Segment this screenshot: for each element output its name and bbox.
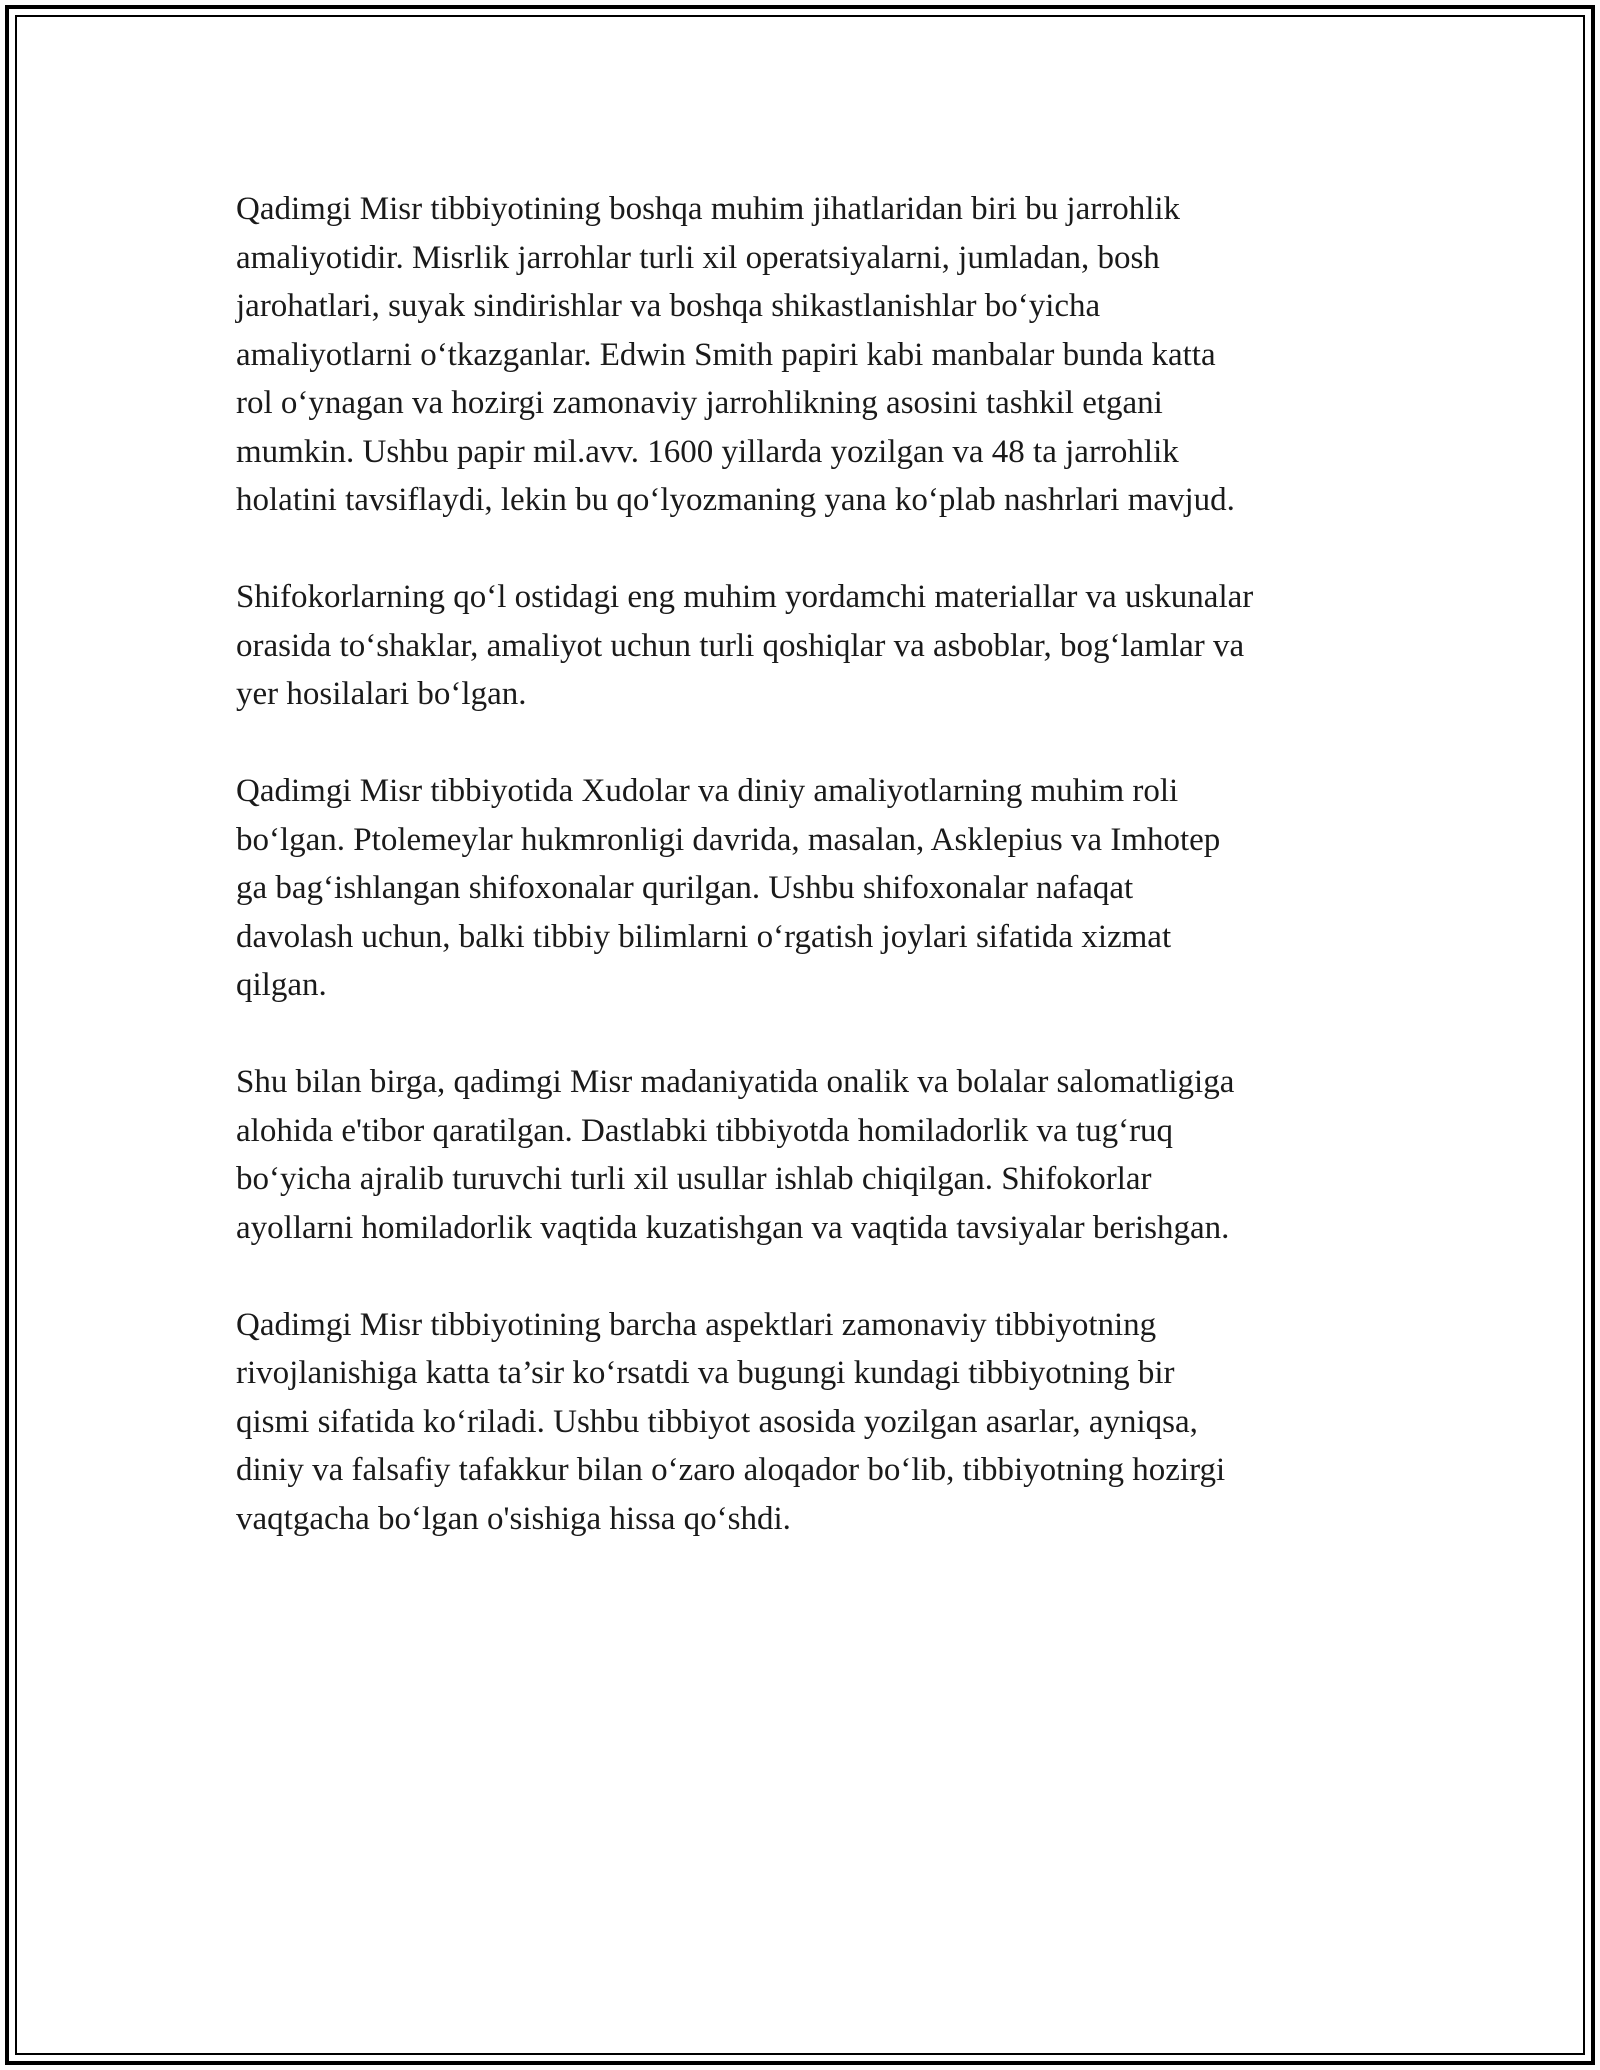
paragraph-tools: Shifokorlarning qo‘l ostidagi eng muhim yordamchi materiallar va uskunalar orasida to‘shaklar, amaliyot uchun turli qoshiqlar va asboblar, bog‘lamlar va yer hosilalari bo‘lgan.	[236, 579, 1254, 712]
document-body	[236, 185, 1396, 1592]
paragraph-legacy: Qadimgi Misr tibbiyotining barcha aspektlari zamonaviy tibbiyotning rivojlanishiga katta ta’sir ko‘rsatdi va bugungi kundagi tibbiyotning bir qismi sifatida ko‘riladi. Ushbu tibbiyot asosida yozilgan asarlar, ayniqsa, diniy va falsafiy tafakkur bilan o‘zaro aloqador bo‘lib, tibbiyotning hozirgi vaqtgacha bo‘lgan o'sishiga hissa qo‘shdi.	[236, 1306, 1226, 1537]
paragraph-surgery: Qadimgi Misr tibbiyotining boshqa muhim jihatlaridan biri bu jarrohlik amaliyotidir. Misrlik jarrohlar turli xil operatsiyalarni, jumladan, bosh jarohatlari, suyak sindirishlar va boshqa shikastlanishlar bo‘yicha amaliyotlarni o‘tkazganlar. Edwin Smith papiri kabi manbalar bunda katta rol o‘ynagan va hozirgi zamonaviy jarrohlikning asosini tashkil etgani mumkin. Ushbu papir mil.avv. 1600 yillarda yozilgan va 48 ta jarrohlik holatini tavsiflaydi, lekin bu qo‘lyozmaning yana ko‘plab nashrlari mavjud.	[236, 191, 1235, 518]
paragraph-maternal-health: Shu bilan birga, qadimgi Misr madaniyatida onalik va bolalar salomatligiga alohida e'tibor qaratilgan. Dastlabki tibbiyotda homiladorlik va tug‘ruq bo‘yicha ajralib turuvchi turli xil usullar ishlab chiqilgan. Shifokorlar ayollarni homiladorlik vaqtida kuzatishgan va vaqtida tavsiyalar berishgan.	[236, 1064, 1235, 1246]
paragraph-religion: Qadimgi Misr tibbiyotida Xudolar va diniy amaliyotlarning muhim roli bo‘lgan. Ptolemeylar hukmronligi davrida, masalan, Asklepius va Imhotep ga bag‘ishlangan shifoxonalar qurilgan. Ushbu shifoxonalar nafaqat davolash uchun, balki tibbiy bilimlarni o‘rgatish joylari sifatida xizmat qilgan.	[236, 773, 1221, 1003]
